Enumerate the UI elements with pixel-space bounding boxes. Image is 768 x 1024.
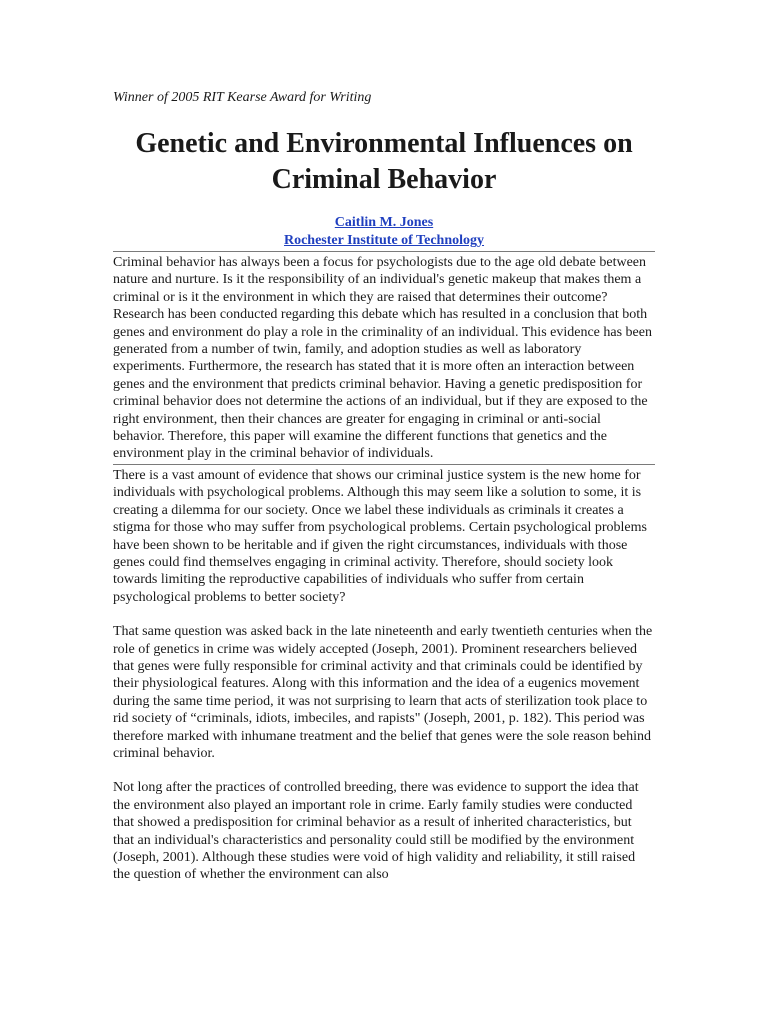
body-paragraph: There is a vast amount of evidence that shows our criminal justice system is the new home for individuals with psychological problems. Although this may seem like a solution to some, it is creating a dilemma for our society. Once we label these individuals as criminals it creates a stigma for those who may suffer from psychological problems. Certain psychological problems have been shown to be heritable and if given the right circumstances, individuals with those genes could find themselves engaging in criminal activity. Therefore, should society look towards limiting the reproductive capabilities of individuals who suffer from certain psychological problems to better society?	[113, 467, 647, 605]
body-paragraph: That same question was asked back in the late nineteenth and early twentieth centuries when the role of genetics in crime was widely accepted (Joseph, 2001). Prominent researchers believed that genes were fully responsible for criminal activity and that criminals could be identified by their physiological features. Along with this information and the idea of a eugenics movement during the same time period, it was not surprising to learn that acts of sterilization took place to rid society of “criminals, idiots, imbeciles, and rapists" (Joseph, 2001, p. 182). This period was therefore marked with inhumane treatment and the belief that genes were the sole reason behind criminal behavior.	[113, 624, 653, 761]
award-note: Winner of 2005 RIT Kearse Award for Writing	[113, 90, 372, 105]
body-text	[113, 467, 655, 884]
abstract-text: Criminal behavior has always been a focus for psychologists due to the age old debate between nature and nurture. Is it the responsibility of an individual's genetic makeup that makes them a criminal or is it the environment in which they are raised that determines their outcome? Research has been conducted regarding this debate which has resulted in a conclusion that both genes and environment do play a role in the criminality of an individual. This evidence has been generated from a number of twin, family, and adoption studies as well as laboratory experiments. Furthermore, the research has stated that it is more often an interaction between genes and the environment that predicts criminal behavior. Having a genetic predisposition for criminal behavior does not determine the actions of an individual, but if they are exposed to the right environment, then their chances are greater for engaging in criminal or anti-social behavior. Therefore, this paper will examine the different functions that genetics and the environment play in the criminal behavior of individuals.	[113, 255, 652, 462]
abstract-top-divider	[113, 251, 655, 252]
author-block	[113, 214, 655, 250]
abstract-bottom-divider	[113, 464, 655, 465]
page-title: Genetic and Environmental Influences on Criminal Behavior	[135, 128, 633, 195]
author-institution-link[interactable]: Rochester Institute of Technology	[283, 233, 485, 248]
body-paragraph: Not long after the practices of controlled breeding, there was evidence to support the idea that the environment also played an important role in crime. Early family studies were conducted that showed a predisposition for criminal behavior as a result of inherited characteristics, but that an individual's characteristics and personality could still be modified by the environment (Joseph, 2001). Although these studies were void of high validity and reliability, it still raised the question of whether the environment can also	[113, 780, 639, 883]
document-page	[113, 88, 655, 901]
author-name-link[interactable]: Caitlin M. Jones	[334, 215, 434, 230]
